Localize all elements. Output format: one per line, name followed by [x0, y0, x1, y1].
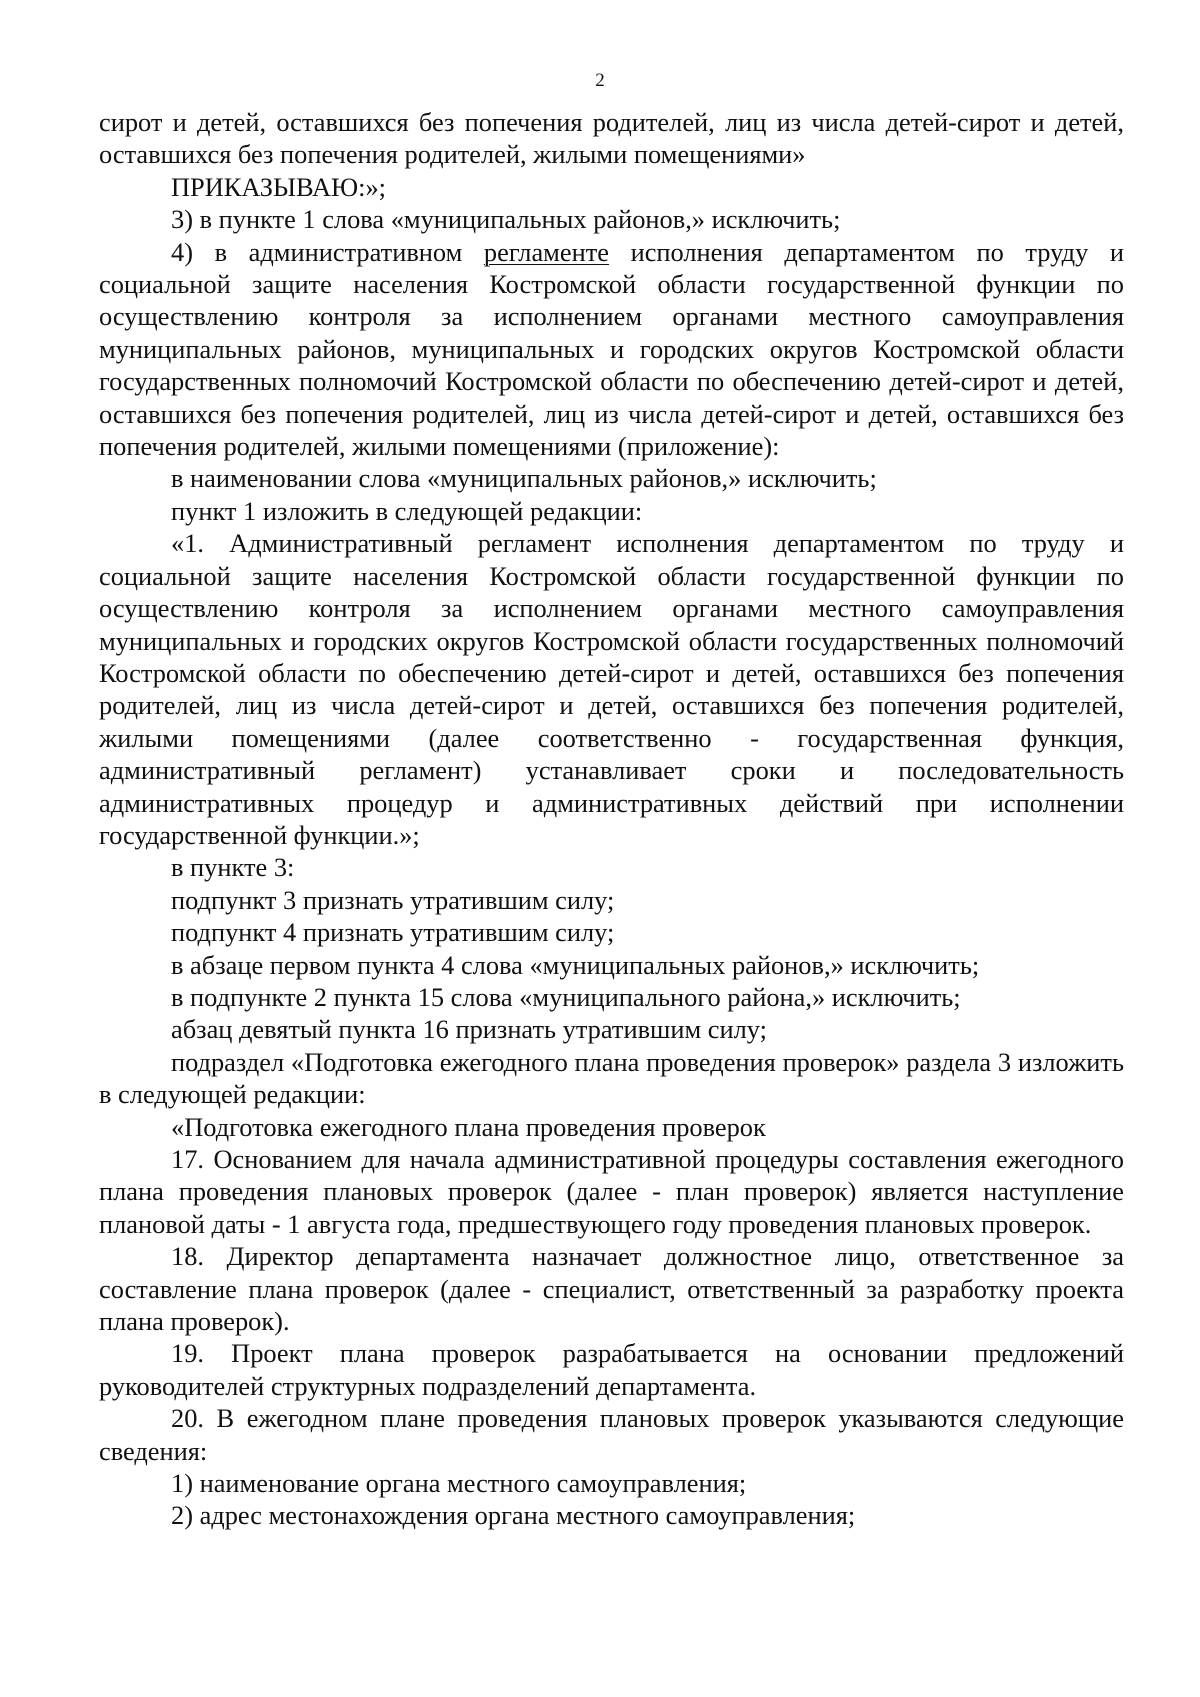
- paragraph-title-change: в наименовании слова «муниципальных районов,» исключить;: [171, 463, 877, 494]
- paragraph-item-3: 3) в пункте 1 слова «муниципальных районов,» исключить;: [171, 204, 841, 235]
- subsection-title: «Подготовка ежегодного плана проведения проверок: [171, 1111, 766, 1142]
- paragraph-point-1-text: «1. Административный регламент исполнения департаментом по труду и социальной защите населения Костромской области государственной функции по осуществлению контроля за исполнением органами местного самоуправления муниципальных и городских округов Костромской области государственных полномочий Костромской области по обеспечению детей-сирот и детей, оставшихся без попечения родителей, лиц из числа детей-сирот и детей, оставшихся без попечения родителей, жилыми помещениями (далее соответственно - государственная функция, административный регламент) устанавливает сроки и последовательность административных процедур и административных действий при исполнении государственной функции.»;: [99, 528, 1124, 850]
- paragraph-subsection-intro: подраздел «Подготовка ежегодного плана проведения проверок» раздела 3 изложить в следующей редакции:: [99, 1046, 1124, 1110]
- paragraph-point-18: 18. Директор департамента назначает должностное лицо, ответственное за составление плана проверок (далее - специалист, ответственный за разработку проекта плана проверок).: [99, 1241, 1124, 1337]
- paragraph-continuation: сирот и детей, оставшихся без попечения родителей, лиц из числа детей-сирот и детей, оставшихся без попечения родителей, жилыми помещениями»: [99, 107, 1124, 170]
- paragraph-point-16-change: абзац девятый пункта 16 признать утратившим силу;: [171, 1014, 767, 1045]
- paragraph-item-4-rest: исполнения департаментом по труду и социальной защите населения Костромской области государственной функции по осуществлению контроля за исполнением органами местного самоуправления муниципальных районов, муниципальных и городских округов Костромской области государственных полномочий Костромской области по обеспечению детей-сирот и детей, оставшихся без попечения родителей, лиц из числа детей-сирот и детей, оставшихся без попечения родителей, жилыми помещениями (приложение):: [99, 236, 1125, 462]
- paragraph-point-4-change: в абзаце первом пункта 4 слова «муниципальных районов,» исключить;: [171, 949, 980, 980]
- list-item-2: 2) адрес местонахождения органа местного самоуправления;: [171, 1500, 856, 1531]
- page-number: 2: [595, 70, 605, 91]
- paragraph-point-15-change: в подпункте 2 пункта 15 слова «муниципального района,» исключить;: [171, 981, 961, 1012]
- paragraph-order-word: ПРИКАЗЫВАЮ:»;: [171, 171, 387, 202]
- document-body: [99, 106, 1124, 1532]
- paragraph-point-20: 20. В ежегодном плане проведения плановых проверок указываются следующие сведения:: [99, 1403, 1124, 1466]
- paragraph-point-1-intro: пункт 1 изложить в следующей редакции:: [171, 495, 643, 526]
- paragraph-point-19: 19. Проект плана проверок разрабатывается на основании предложений руководителей структурных подразделений департамента.: [99, 1338, 1124, 1401]
- paragraph-item-4-start: 4) в административном: [171, 236, 484, 267]
- paragraph-subpoint-3: подпункт 3 признать утратившим силу;: [171, 884, 615, 915]
- paragraph-point-3-intro: в пункте 3:: [171, 852, 295, 883]
- list-item-1: 1) наименование органа местного самоуправления;: [171, 1468, 747, 1499]
- paragraph-point-17: 17. Основанием для начала административной процедуры составления ежегодного плана проведения плановых проверок (далее - план проверок) является наступление плановой даты - 1 августа года, предшествующего году проведения плановых проверок.: [99, 1144, 1124, 1239]
- paragraph-subpoint-4: подпункт 4 признать утратившим силу;: [171, 917, 615, 948]
- regulation-link[interactable]: регламенте: [483, 236, 609, 267]
- paragraph-item-4: [99, 236, 1124, 463]
